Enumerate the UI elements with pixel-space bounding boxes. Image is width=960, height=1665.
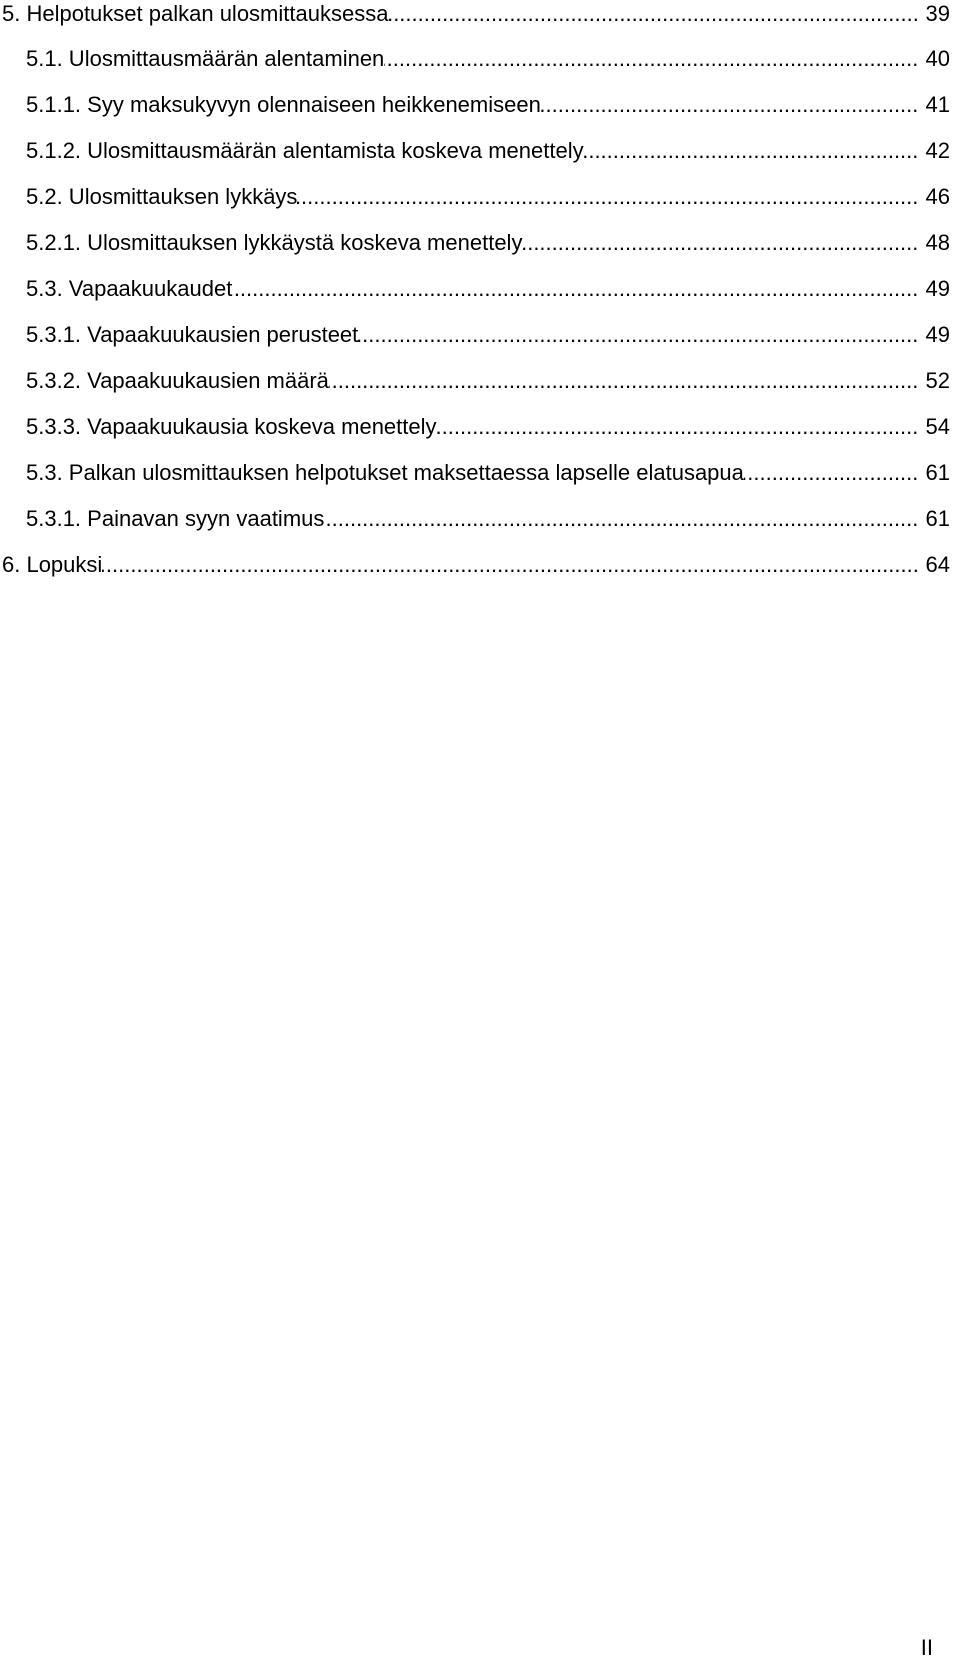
- toc-entry-title: 5.3. Vapaakuukaudet: [26, 276, 233, 301]
- toc-entry-title: 5.3.3. Vapaakuukausia koskeva menettely: [26, 414, 437, 439]
- toc-entry-page: 40: [920, 42, 950, 76]
- toc-entry-title: 5.3.1. Vapaakuukausien perusteet: [26, 322, 359, 347]
- toc-entry: [26, 272, 950, 306]
- toc-entry: [26, 410, 950, 444]
- toc-entry-page: 61: [920, 456, 950, 490]
- toc-entry-title: 5.1. Ulosmittausmäärän alentaminen: [26, 46, 385, 71]
- toc-entry-title: 5.2.1. Ulosmittauksen lykkäystä koskeva menettely: [26, 230, 523, 255]
- toc-entry: [26, 456, 950, 490]
- toc-entry-title: 5.3.2. Vapaakuukausien määrä: [26, 368, 329, 393]
- toc-entry-title: 5.3. Palkan ulosmittauksen helpotukset maksettaessa lapselle elatusapua: [26, 460, 744, 485]
- toc-entry-page: 48: [920, 226, 950, 260]
- toc-entry-page: 39: [920, 0, 950, 31]
- toc-entry-title: 5.2. Ulosmittauksen lykkäys: [26, 184, 298, 209]
- toc-entry: [26, 42, 950, 76]
- toc-entry-title: 5.3.1. Painavan syyn vaatimus: [26, 506, 325, 531]
- toc-entry-page: 42: [920, 134, 950, 168]
- toc-entry-page: 64: [920, 548, 950, 582]
- toc-entry-title: 6. Lopuksi: [2, 552, 103, 577]
- toc-entry-page: 54: [920, 410, 950, 444]
- toc-entry-page: 49: [920, 272, 950, 306]
- toc-entry-page: 52: [920, 364, 950, 398]
- toc-entry-page: 41: [920, 88, 950, 122]
- toc-entry-title: 5.1.2. Ulosmittausmäärän alentamista koskeva menettely: [26, 138, 584, 163]
- toc-entry: [26, 88, 950, 122]
- toc-entry: [26, 502, 950, 536]
- toc-entry-page: 46: [920, 180, 950, 214]
- toc-entry-title: 5.1.1. Syy maksukyvyn olennaiseen heikkenemiseen: [26, 92, 541, 117]
- toc-entry: [26, 226, 950, 260]
- toc-entry: [26, 180, 950, 214]
- toc-entry: [2, 548, 950, 582]
- toc-entry: [26, 318, 950, 352]
- toc-entry: [26, 134, 950, 168]
- toc-entry-title: 5. Helpotukset palkan ulosmittauksessa: [2, 1, 389, 26]
- toc-entry: [2, 0, 950, 31]
- toc-entry: [26, 364, 950, 398]
- toc-entry-page: 49: [920, 318, 950, 352]
- page-number: II: [920, 1635, 933, 1660]
- toc-entry-page: 61: [920, 502, 950, 536]
